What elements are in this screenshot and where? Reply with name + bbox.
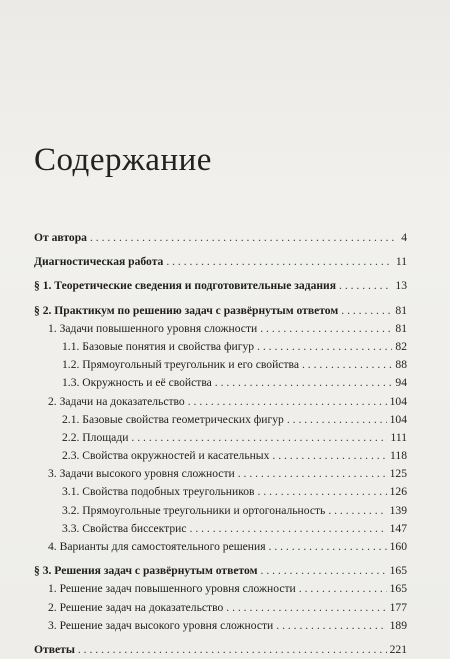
dot-leader — [90, 229, 398, 247]
dot-leader — [328, 502, 386, 520]
dot-leader — [339, 277, 392, 295]
dot-leader — [78, 641, 387, 659]
toc-entry[interactable] — [34, 465, 407, 483]
toc-entry-page: 104 — [389, 412, 407, 426]
toc-entry[interactable] — [34, 483, 407, 501]
toc-entry-label: 2.3. Свойства окружностей и касательных — [62, 449, 270, 463]
toc-entry-page: 160 — [389, 540, 407, 553]
dot-leader — [188, 393, 387, 411]
toc-entry[interactable] — [34, 393, 407, 411]
dot-leader — [287, 411, 387, 429]
toc-entry-label: 1. Задачи повышенного уровня сложности — [48, 321, 258, 335]
toc-entry-label: 3. Решение задач высокого уровня сложности — [48, 618, 274, 632]
toc-entry-label: Ответы — [34, 642, 75, 656]
toc-entry-page: 165 — [389, 564, 407, 578]
toc-entry-page: 88 — [395, 358, 407, 372]
dot-leader — [299, 580, 387, 598]
toc-entry[interactable] — [34, 356, 407, 374]
toc-entry-label: 3.1. Свойства подобных треугольников — [62, 485, 255, 499]
toc-entry[interactable] — [34, 641, 407, 659]
dot-leader — [215, 374, 393, 392]
toc-entry-label: § 2. Практикум по решению задач с развёрнутым ответом — [34, 303, 339, 317]
dot-leader — [261, 562, 387, 580]
dot-leader — [272, 447, 387, 465]
toc-entry-label: 1.2. Прямоугольный треугольник и его свойства — [62, 358, 299, 372]
toc-entry-label: 2.1. Базовые свойства геометрических фигур — [62, 412, 284, 426]
toc-entry-page: 125 — [389, 467, 407, 481]
toc-entry[interactable] — [34, 502, 407, 520]
dot-leader — [260, 320, 392, 338]
toc-entry-page: 118 — [390, 449, 407, 463]
page-title: Содержание — [34, 142, 212, 178]
toc-entry[interactable] — [34, 229, 407, 247]
dot-leader — [238, 465, 387, 483]
toc-entry[interactable] — [34, 320, 407, 338]
toc-entry[interactable] — [34, 538, 407, 556]
toc-entry[interactable] — [34, 520, 407, 538]
toc-entry[interactable] — [34, 580, 407, 598]
toc-entry-page: 4 — [401, 231, 407, 244]
toc-entry[interactable] — [34, 277, 407, 295]
toc-entry-page: 81 — [395, 303, 407, 317]
dot-leader — [302, 356, 392, 374]
toc-entry-page: 82 — [395, 339, 407, 353]
toc-entry[interactable] — [34, 253, 407, 271]
toc-entry[interactable] — [34, 599, 407, 617]
toc-entry-page: 177 — [389, 600, 407, 614]
dot-leader — [258, 483, 387, 501]
toc-entry[interactable] — [34, 374, 407, 392]
toc-entry-label: Диагностическая работа — [34, 255, 164, 269]
toc-entry-label: 3.3. Свойства биссектрис — [62, 521, 187, 535]
dot-leader — [190, 520, 387, 538]
dot-leader — [341, 302, 392, 320]
toc-entry-label: § 1. Теоретические сведения и подготовительные задания — [34, 279, 337, 293]
toc-entry-page: 111 — [390, 430, 407, 444]
toc-entry-label: От автора — [34, 231, 87, 244]
toc-entry-page: 189 — [389, 618, 407, 632]
dot-leader — [276, 617, 386, 635]
toc-entry-label: § 3. Решения задач с развёрнутым ответом — [34, 564, 258, 578]
toc-entry-page: 104 — [389, 394, 407, 408]
toc-entry[interactable] — [34, 302, 407, 320]
toc-entry[interactable] — [34, 617, 407, 635]
toc-entry-label: 2.2. Площади — [62, 430, 129, 444]
toc-entry[interactable] — [34, 338, 407, 356]
toc-entry-label: 2. Задачи на доказательство — [48, 394, 185, 408]
toc-entry-page: 13 — [395, 279, 407, 293]
toc-entry-label: 1. Решение задач повышенного уровня сложности — [48, 582, 296, 596]
dot-leader — [269, 538, 387, 556]
toc-entry-label: 3. Задачи высокого уровня сложности — [48, 467, 235, 481]
toc-entry[interactable] — [34, 447, 407, 465]
toc-entry-page: 139 — [389, 503, 407, 517]
dot-leader — [131, 429, 387, 447]
dot-leader — [257, 338, 392, 356]
toc-entry-page: 81 — [395, 321, 407, 335]
toc-entry[interactable] — [34, 562, 407, 580]
toc-entry-label: 3.2. Прямоугольные треугольники и ортогональность — [62, 503, 326, 517]
toc-entry-label: 1.3. Окружность и её свойства — [62, 376, 212, 390]
toc-entry-page: 221 — [389, 642, 407, 656]
toc-entry-label: 1.1. Базовые понятия и свойства фигур — [62, 339, 255, 353]
toc-entry-page: 126 — [389, 485, 407, 499]
dot-leader — [166, 253, 393, 271]
table-of-contents — [34, 229, 407, 659]
toc-entry[interactable] — [34, 429, 407, 447]
toc-entry-label: 4. Варианты для самостоятельного решения — [48, 540, 266, 553]
toc-entry-label: 2. Решение задач на доказательство — [48, 600, 224, 614]
toc-entry[interactable] — [34, 411, 407, 429]
toc-entry-page: 147 — [389, 521, 407, 535]
toc-entry-page: 165 — [389, 582, 407, 596]
toc-entry-page: 94 — [395, 376, 407, 390]
toc-entry-page: 11 — [395, 255, 407, 269]
dot-leader — [226, 599, 386, 617]
